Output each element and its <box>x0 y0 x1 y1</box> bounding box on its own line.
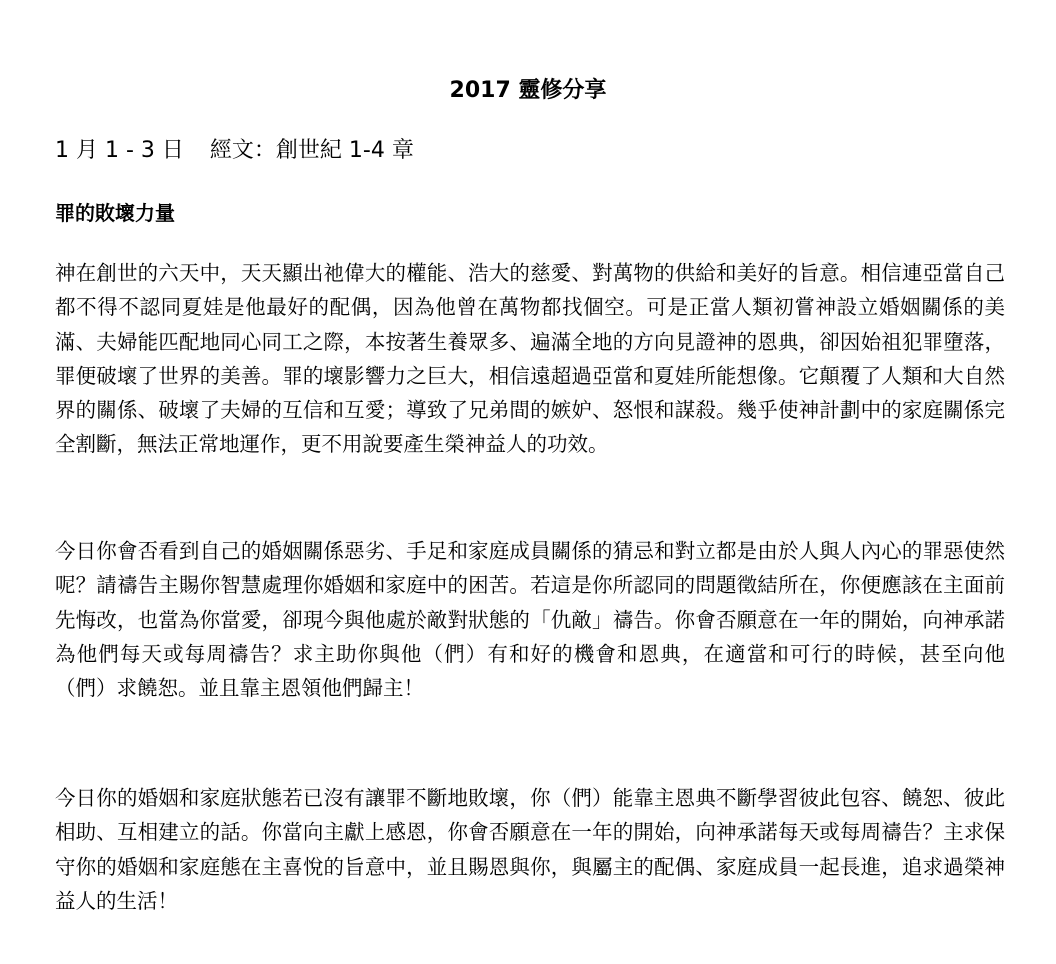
passage-line <box>55 136 414 166</box>
paragraph-2: 今日你會否看到自己的婚姻關係惡劣、手足和家庭成員關係的猜忌和對立都是由於人與人內心的罪惡使然呢？請禱告主賜你智慧處理你婚姻和家庭中的困苦。若這是你所認同的問題徵結所在，你便應該在主面前先悔改，也當為你當愛，卻現今與他處於敵對狀態的「仇敵」禱告。你會否願意在一年的開始，向神承諾為他們每天或每周禱告？求主助你與他（們）有和好的機會和恩典，在適當和可行的時候，甚至向他（們）求饒恕。並且靠主恩領他們歸主！ <box>55 539 1005 701</box>
passage-scripture: 經文：創世紀 1-4 章 <box>209 138 414 163</box>
passage-date: 1 月 1 - 3 日 <box>55 138 184 163</box>
document-title: 2017 靈修分享 <box>449 78 607 103</box>
section-heading: 罪的敗壞力量 <box>55 201 175 225</box>
paragraph-1: 神在創世的六天中，天天顯出祂偉大的權能、浩大的慈愛、對萬物的供給和美好的旨意。相信連亞當自己都不得不認同夏娃是他最好的配偶，因為他曾在萬物都找個空。可是正當人類初嘗神設立婚姻關係的美滿、夫婦能匹配地同心同工之際，本按著生養眾多、遍滿全地的方向見證神的恩典，卻因始祖犯罪墮落，罪便破壞了世界的美善。罪的壞影響力之巨大，相信遠超過亞當和夏娃所能想像。它顛覆了人類和大自然界的關係、破壞了夫婦的互信和互愛；導致了兄弟間的嫉妒、怒恨和謀殺。幾乎使神計劃中的家庭關係完全割斷，無法正常地運作，更不用說要產生榮神益人的功效。 <box>55 261 1005 457</box>
paragraph-3: 今日你的婚姻和家庭狀態若已沒有讓罪不斷地敗壞，你（們）能靠主恩典不斷學習彼此包容、饒恕、彼此相助、互相建立的話。你當向主獻上感恩，你會否願意在一年的開始，向神承諾每天或每周禱告？主求保守你的婚姻和家庭態在主喜悅的旨意中，並且賜恩與你，與屬主的配偶、家庭成員一起長進，追求過榮神益人的生活！ <box>55 786 1005 913</box>
